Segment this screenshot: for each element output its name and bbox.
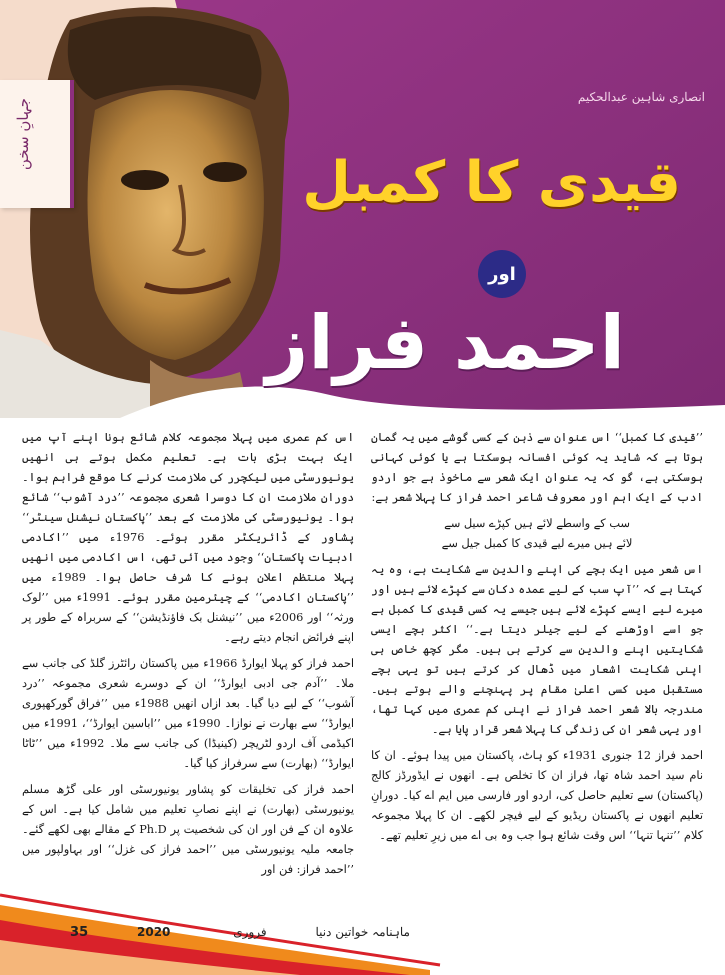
left-column (22, 428, 354, 886)
paragraph: اس کم عمری میں پہلا مجموعہ کلام شائع ہونا اپنے آپ میں ایک بہت بڑی بات ہے۔ تعلیم مکمل ہوتے ہی انھیں یونیورسٹی میں لیکچرر کی ملازمت کرنے کا موقع فراہم ہوا۔ دورانِ ملازمت ان کا دوسرا شعری مجموعہ ’’درد آشوب‘‘ شائع ہوا۔ یونیورسٹی کی ملازمت کے بعد ’’پاکستان نیشنل سینٹر‘‘ پشاور کے ڈائریکٹر مقرر ہوئے۔ 1976ء میں ’’اکادمی ادبیات پاکستان‘‘ وجود میں آئی تھی، اس اکادمی میں انھیں پہلا منتظم اعلان ہونے کا شرف حاصل ہوا۔ 1989ء میں ’’پاکستان اکادمی‘‘ کے چیئرمین مقرر ہوئے۔ 1991ء میں ’’لوک ورثہ‘‘ اور 2006ء میں ’’نیشنل بک فاؤنڈیشن‘‘ کے سربراہ کے طور پر اپنے فرائض انجام دیتے رہے۔ (22, 431, 354, 644)
right-column (371, 428, 703, 852)
article-title-part1: قیدی کا کمبل (302, 150, 681, 215)
connector-text: اور (488, 263, 516, 285)
section-tab (0, 80, 74, 208)
section-label: جہانِ سخن (14, 98, 32, 171)
page-footer (70, 918, 410, 946)
paragraph: اس شعر میں ایک بچے کی اپنے والدین سے شکایت ہے، وہ یہ کہتا ہے کہ ’’آپ سب کے لیے عمدہ دکان سے کپڑے لائے ہیں اور میرے لیے ایسے کپڑے لائے ہیں جیسے یہ کسی قیدی کا کمبل ہے جو اسے اوڑھنے کے لیے جیلر دیتا ہے۔‘‘ اکثر بچے ایسی شکایتیں اپنے والدین سے کرتے ہی ہیں۔ مگر کچھ خاص ہی اپنی شکایت اشعار میں ڈھال کر کرتے ہیں تو یہی بچے مستقبل میں کسی اعلیٰ مقام پر پہنچنے والے ہوتے ہیں۔ مندرجہ بالا شعر احمد فراز نے اپنی کم عمری میں کہا تھا، اور یہی شعر ان کی زندگی کا پہلا شعر قرار پایا ہے۔ (371, 563, 703, 736)
verse-couplet (371, 514, 703, 554)
paragraph: احمد فراز 12 جنوری 1931ء کو ہاٹ، پاکستان میں پیدا ہوئے۔ ان کا نام سید احمد شاہ تھا، فراز ان کا تخلص ہے۔ انھوں نے ایڈورڈز کالج (پاکستان) سے تعلیم حاصل کی، اردو اور فارسی میں ایم اے کیا۔ دورانِ تعلیم انھوں نے پاکستان ریڈیو کے لیے فیچر لکھے۔ ان کا پہلا مجموعہ کلام ’’تنہا تنہا‘‘ اس وقت شائع ہوا جب وہ بی اے میں زیرِ تعلیم تھے۔ (371, 749, 703, 842)
issue-year: 2020 (137, 925, 171, 939)
verse-line: لائے ہیں میرے لیے قیدی کا کمبل جیل سے (441, 537, 633, 550)
paragraph: احمد فراز کو پہلا ایوارڈ 1966ء میں پاکستان رائٹرز گلڈ کی جانب سے ملا۔ ’’آدم جی ادبی ایوارڈ‘‘ ان کے دوسرے شعری مجموعہ ’’درد آشوب‘‘ کے لیے دیا گیا۔ بعد ازاں انھیں 1988ء میں ’’فراق گورکھپوری ایوارڈ‘‘ سے بھارت نے نوازا۔ 1990ء میں ’’اباسین ایوارڈ‘‘، 1991ء میں اکیڈمی آف اردو لٹریچر (کینیڈا) کی جانب سے ملا۔ 1992ء میں ’’ٹاٹا ایوارڈ‘‘ (بھارت) سے سرفراز کیا گیا۔ (22, 657, 354, 770)
page-number: 35 (70, 924, 89, 940)
verse-line: سب کے واسطے لائے ہیں کپڑے سیل سے (444, 517, 630, 530)
issue-month: فروری (233, 925, 267, 939)
paragraph: احمد فراز کی تخلیقات کو پشاور یونیورسٹی اور علی گڑھ مسلم یونیورسٹی (بھارت) نے اپنے نصابِ تعلیم میں شامل کیا ہے۔ اس کے علاوہ ان کے فن اور ان کی شخصیت پر Ph.D کے مقالے بھی لکھے گئے۔ جامعہ ملیہ یونیورسٹی میں ’’احمد فراز کی غزل‘‘ اور بہاولپور میں ’’احمد فراز: فن اور (22, 783, 354, 876)
connector-badge (478, 250, 526, 298)
article-title-part2: احمد فراز (265, 300, 625, 386)
paragraph: ’’قیدی کا کمبل‘‘ اس عنوان سے ذہن کے کسی گوشے میں یہ گمان ہوتا ہے کہ شاید یہ کوئی افسانہ ہوسکتا ہے یا کوئی کہانی ہوسکتی ہے، گو کہ یہ عنوان ایک شعر سے ماخوذ ہے جو اردو ادب کے ایک اہم اور معروف شاعر احمد فراز کا پہلا شعر ہے: (371, 431, 703, 504)
author-name: انصاری شاہین عبدالحکیم (577, 90, 705, 104)
magazine-name: ماہنامہ خواتین دنیا (315, 925, 410, 939)
